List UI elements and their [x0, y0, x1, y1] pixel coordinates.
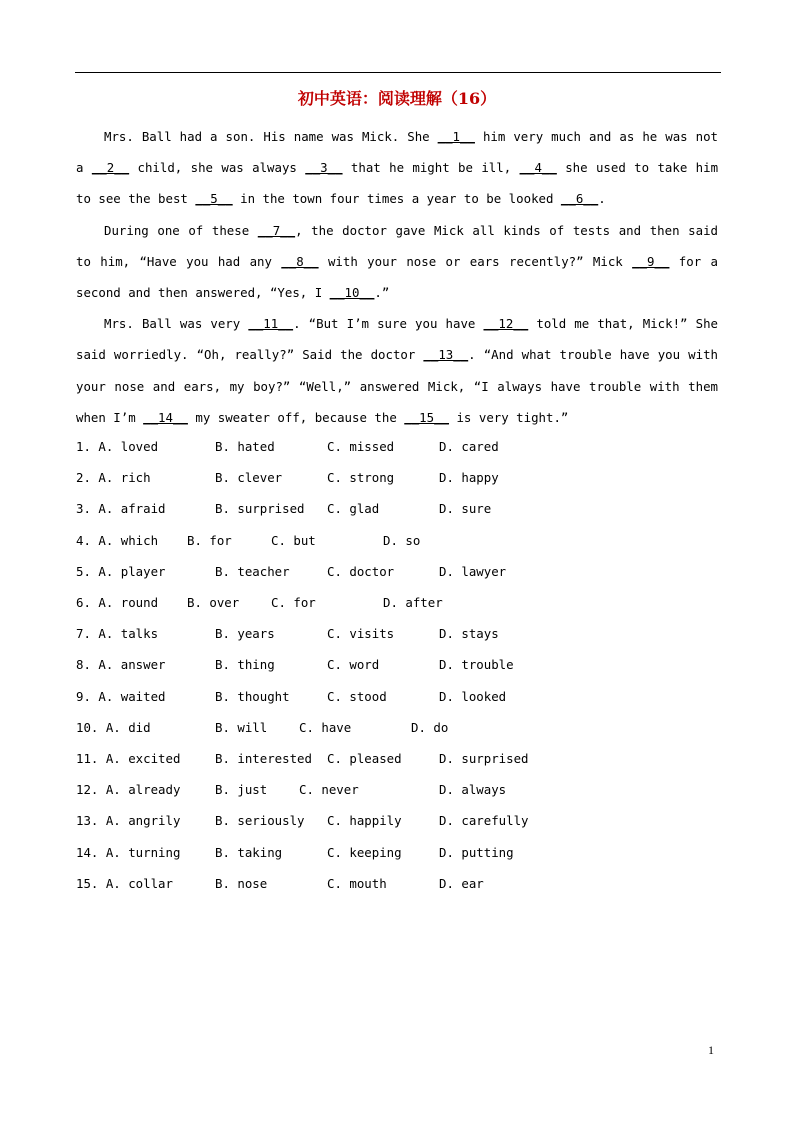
- blank-field: __2__: [91, 160, 130, 176]
- option-d: D. so: [383, 532, 421, 548]
- blank-field: __11__: [248, 316, 294, 332]
- option-b: B. for: [187, 532, 232, 548]
- option-a: 11. A. excited: [76, 751, 181, 766]
- option-c: C. happily: [327, 813, 402, 829]
- option-c: C. mouth: [327, 875, 387, 891]
- question-row: [76, 532, 421, 548]
- option-d: D. trouble: [439, 657, 514, 673]
- blank-field: __7__: [257, 222, 296, 238]
- question-row: [76, 626, 499, 642]
- option-b: B. hated: [215, 439, 275, 454]
- option-b: B. just: [215, 782, 268, 798]
- question-row: [76, 844, 514, 860]
- option-c: C. word: [327, 657, 380, 673]
- option-d: D. lawyer: [439, 563, 507, 579]
- option-a: 2. A. rich: [76, 470, 151, 486]
- passage-paragraph-1: [76, 121, 718, 215]
- passage-text: Mrs. Ball had a son. His name was Mick. She: [104, 129, 438, 144]
- question-row: [76, 719, 449, 735]
- passage-paragraph-2: [76, 215, 718, 309]
- option-b: B. nose: [215, 875, 268, 891]
- passage-text: .: [598, 191, 606, 207]
- option-d: D. carefully: [439, 813, 529, 829]
- question-row: [76, 875, 484, 891]
- passage-text: . “But I’m sure you have: [293, 316, 484, 332]
- option-d: D. looked: [439, 688, 507, 704]
- reading-passage: [76, 121, 718, 433]
- option-b: B. interested: [215, 751, 312, 766]
- passage-text: for a second and then answered, “Yes, I: [76, 253, 718, 301]
- question-row: [76, 751, 529, 766]
- option-a: 15. A. collar: [76, 875, 173, 891]
- blank-field: __4__: [519, 160, 557, 176]
- passage-paragraph-3: [76, 308, 718, 433]
- option-b: B. seriously: [215, 813, 305, 829]
- header-rule: [75, 72, 721, 73]
- blank-field: __1__: [437, 129, 475, 144]
- option-a: 13. A. angrily: [76, 813, 181, 829]
- option-c: C. keeping: [327, 844, 402, 860]
- option-b: B. teacher: [215, 563, 290, 579]
- option-b: B. will: [215, 719, 268, 735]
- option-a: 14. A. turning: [76, 844, 181, 860]
- option-d: D. sure: [439, 501, 492, 517]
- option-b: B. clever: [215, 470, 283, 486]
- option-a: 12. A. already: [76, 782, 181, 798]
- option-c: C. pleased: [327, 751, 402, 766]
- option-c: C. stood: [327, 688, 387, 704]
- passage-text: . “And what trouble have you with your nose and ears, my boy?” “Well,” answered Mick, “I always have trouble with them when I’m: [76, 347, 718, 425]
- option-b: B. years: [215, 626, 275, 642]
- question-row: [76, 470, 499, 486]
- blank-field: __8__: [281, 253, 319, 269]
- option-c: C. but: [271, 532, 316, 548]
- blank-field: __13__: [423, 347, 469, 363]
- blank-field: __9__: [632, 253, 670, 269]
- question-row: [76, 688, 507, 704]
- blank-field: __14__: [143, 409, 188, 425]
- passage-text: she used to take him to see the best: [76, 160, 719, 207]
- blank-field: __15__: [404, 409, 450, 425]
- option-b: B. over: [187, 595, 240, 610]
- passage-text: told me that, Mick!” She said worriedly. “Oh, really?” Said the doctor: [76, 316, 718, 363]
- option-c: C. for: [271, 595, 316, 610]
- question-row: [76, 657, 514, 673]
- option-d: D. surprised: [439, 751, 529, 766]
- option-a: 4. A. which: [76, 532, 159, 548]
- option-b: B. thing: [215, 657, 275, 673]
- passage-text: , the doctor gave Mick all kinds of tests and then said to him, “Have you had any: [76, 222, 718, 269]
- passage-text: Mrs. Ball was very: [104, 316, 249, 332]
- option-d: D. happy: [439, 470, 499, 486]
- option-c: C. strong: [327, 470, 395, 486]
- page-title: 初中英语：阅读理解（16）: [297, 89, 497, 108]
- option-a: 7. A. talks: [76, 626, 159, 642]
- passage-text: in the town four times a year to be looked: [232, 191, 561, 207]
- option-a: 1. A. loved: [76, 439, 159, 454]
- option-c: C. visits: [327, 626, 395, 642]
- option-b: B. surprised: [215, 501, 305, 517]
- passage-text: is very tight.”: [449, 409, 569, 425]
- option-d: D. putting: [439, 844, 514, 860]
- passage-text: During one of these: [104, 222, 258, 238]
- option-c: C. glad: [327, 501, 380, 517]
- option-d: D. stays: [439, 626, 499, 642]
- option-c: C. have: [299, 719, 352, 735]
- passage-text: that he might be ill,: [342, 160, 520, 176]
- option-d: D. ear: [439, 875, 484, 891]
- option-c: C. never: [299, 782, 359, 798]
- question-row: [76, 782, 507, 798]
- option-a: 8. A. answer: [76, 657, 166, 673]
- question-row: [76, 595, 443, 610]
- option-d: D. after: [383, 595, 443, 610]
- question-row: [76, 439, 499, 454]
- option-a: 5. A. player: [76, 563, 166, 579]
- blank-field: __3__: [305, 160, 343, 176]
- blank-field: __12__: [483, 316, 529, 332]
- passage-text: child, she was always: [129, 160, 306, 176]
- option-a: 10. A. did: [76, 719, 151, 735]
- page-number: 1: [708, 1043, 714, 1057]
- option-d: D. do: [411, 719, 449, 735]
- option-a: 9. A. waited: [76, 688, 166, 704]
- passage-text: with your nose or ears recently?” Mick: [318, 253, 633, 269]
- option-a: 3. A. afraid: [76, 501, 166, 517]
- option-d: D. cared: [439, 439, 499, 454]
- option-b: B. thought: [215, 688, 290, 704]
- option-c: C. missed: [327, 439, 395, 454]
- option-d: D. always: [439, 782, 507, 798]
- blank-field: __10__: [329, 285, 375, 301]
- passage-text: my sweater off, because the: [187, 409, 405, 425]
- question-row: [76, 563, 507, 579]
- passage-text: him very much and as he was not a: [76, 129, 718, 176]
- option-c: C. doctor: [327, 563, 395, 579]
- option-b: B. taking: [215, 844, 283, 860]
- passage-text: .”: [374, 285, 390, 301]
- blank-field: __6__: [560, 191, 599, 207]
- question-row: [76, 813, 529, 829]
- question-row: [76, 501, 492, 517]
- blank-field: __5__: [195, 191, 233, 207]
- option-a: 6. A. round: [76, 595, 159, 610]
